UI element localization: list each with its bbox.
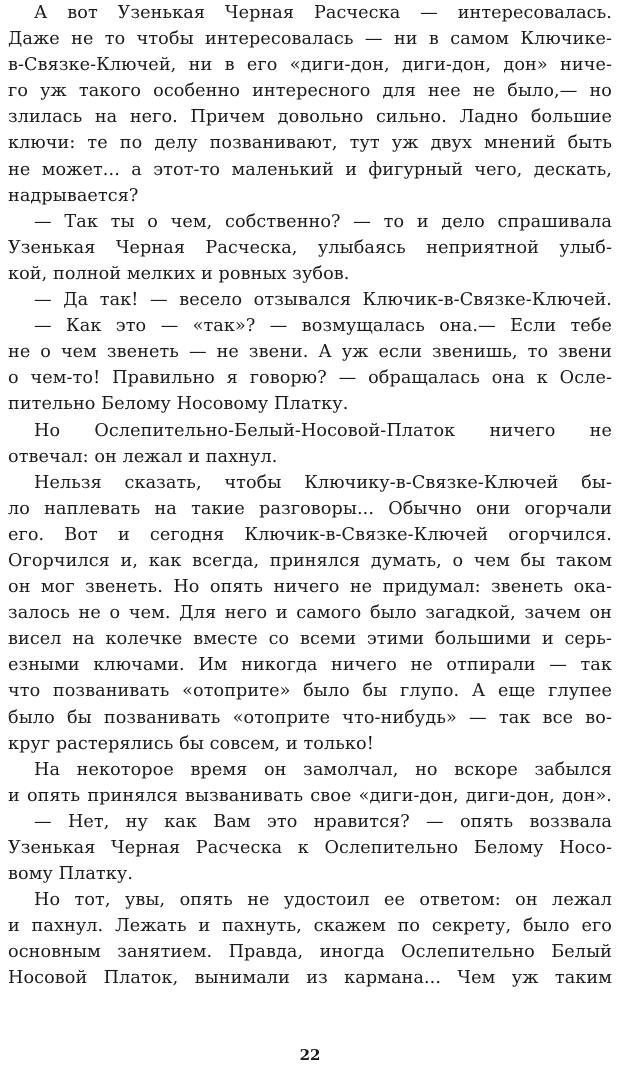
text-line: Даже не то чтобы интересовалась — ни в самом Ключике-	[8, 29, 612, 50]
text-line: — Так ты о чем, собственно? — то и дело спрашивала	[34, 211, 612, 232]
text-line: ключи: те по делу позванивают, тут уж двух мнений быть	[8, 133, 612, 154]
text-line: не может... а этот-то маленький и фигурный чего, дескать,	[8, 159, 612, 180]
text-line: круг растерялись бы совсем, и только!	[8, 733, 374, 754]
text-line: — Как это — «так»? — возмущалась она.— Если тебе	[34, 316, 612, 337]
text-line: залось не о чем. Для него и самого было загадкой, зачем он	[8, 603, 612, 624]
text-line: езными ключами. Им никогда ничего не отпирали — так	[8, 655, 612, 676]
text-line: пительно Белому Носовому Платку.	[8, 394, 349, 415]
page-text	[8, 0, 612, 992]
text-line: Носовой Платок, вынимали из кармана... Чем уж таким	[8, 968, 612, 989]
text-line: в-Связке-Ключей, ни в его «диги-дон, диги-дон, дон» ниче-	[8, 55, 612, 76]
text-line: отвечал: он лежал и пахнул.	[8, 446, 278, 467]
text-line: и пахнул. Лежать и пахнуть, скажем по секрету, было его	[8, 916, 612, 937]
text-line: что позванивать «отоприте» было бы глупо. А еще глупее	[8, 681, 612, 702]
text-line: и опять принялся вызванивать свое «диги-дон, диги-дон, дон».	[8, 785, 612, 806]
text-line: основным занятием. Правда, иногда Ослепительно Белый	[8, 942, 612, 963]
text-line: го уж такого особенно интересного для нее не было,— но	[8, 81, 612, 102]
text-line: вому Платку.	[8, 864, 134, 885]
text-line: висел на колечке вместе со всеми этими большими и серь-	[8, 629, 612, 650]
text-line: Но тот, увы, опять не удостоил ее ответом: он лежал	[34, 890, 612, 911]
page-number: 22	[299, 1046, 321, 1064]
text-line: — Да так! — весело отзывался Ключик-в-Связке-Ключей.	[34, 290, 612, 311]
text-line: — Нет, ну как Вам это нравится? — опять воззвала	[34, 811, 612, 832]
text-line: Огорчился и, как всегда, принялся думать, о чем бы таком	[8, 550, 612, 571]
text-line: Но Ослепительно-Белый-Носовой-Платок ничего не	[34, 420, 612, 441]
text-line: ло наплевать на такие разговоры... Обычно они огорчали	[8, 498, 612, 519]
text-line: он мог звенеть. Но опять ничего не придумал: звенеть ока-	[8, 577, 612, 598]
text-line: Нельзя сказать, чтобы Ключику-в-Связке-Ключей бы-	[34, 472, 612, 493]
text-line: На некоторое время он замолчал, но вскоре забылся	[34, 759, 612, 780]
text-line: кой, полной мелких и ровных зубов.	[8, 263, 350, 284]
text-line: надрывается?	[8, 185, 139, 206]
text-line: его. Вот и сегодня Ключик-в-Связке-Ключей огорчился.	[8, 524, 612, 545]
text-line: злилась на него. Причем довольно сильно. Ладно большие	[8, 107, 612, 128]
text-line: Узенькая Черная Расческа, улыбаясь неприятной улыб-	[8, 237, 612, 258]
text-line: о чем-то! Правильно я говорю? — обращалась она к Осле-	[8, 368, 612, 389]
text-line: Узенькая Черная Расческа к Ослепительно Белому Носо-	[8, 838, 612, 858]
text-line: не о чем звенеть — не звени. А уж если звенишь, то звени	[8, 342, 612, 363]
text-line: было бы позванивать «отоприте что-нибудь» — так все во-	[8, 707, 612, 728]
text-line: А вот Узенькая Черная Расческа — интересовалась.	[34, 3, 612, 23]
